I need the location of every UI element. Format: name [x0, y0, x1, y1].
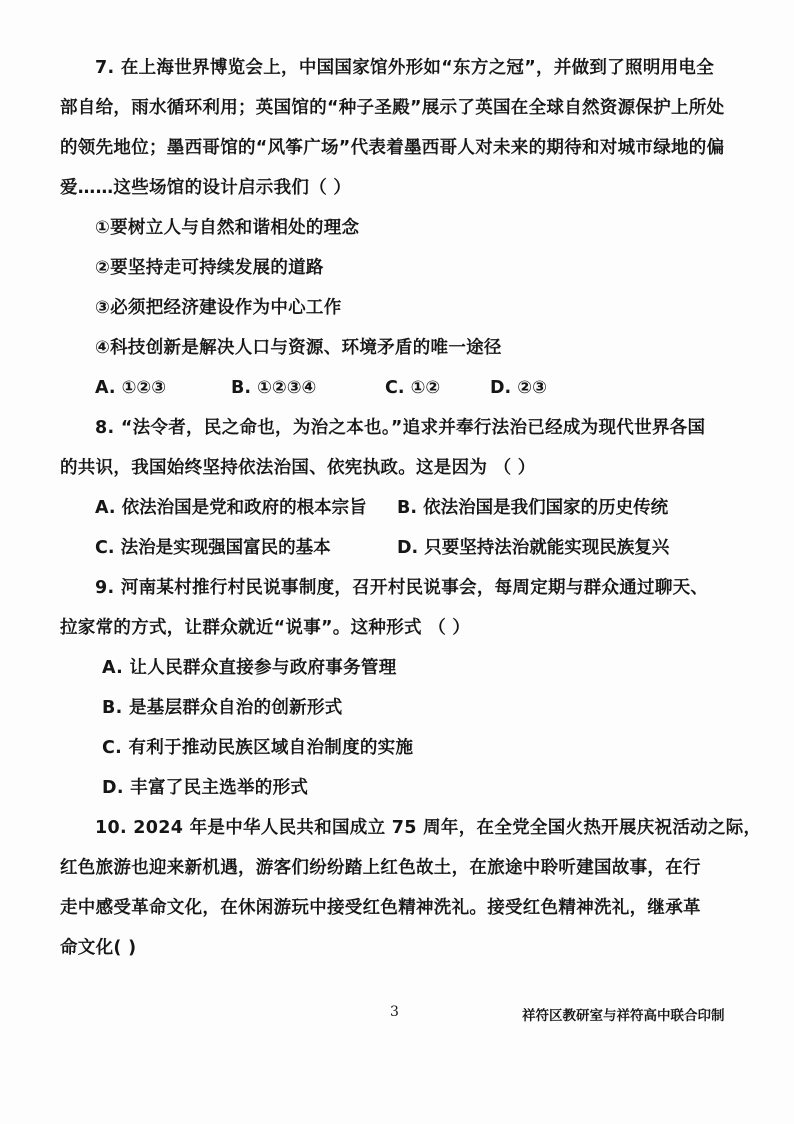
q9-option-b: B. 是基层群众自治的创新形式	[102, 698, 343, 718]
q8-option-b: B. 依法治国是我们国家的历史传统	[397, 498, 669, 518]
q8-stem-line-2: 的共识，我国始终坚持依法治国、依宪执政。这是因为 （ ）	[60, 458, 536, 478]
q8-option-d: D. 只要坚持法治就能实现民族复兴	[397, 538, 670, 558]
q9-option-c: C. 有利于推动民族区域自治制度的实施	[102, 738, 414, 758]
q9-stem-line-1: 9. 河南某村推行村民说事制度，召开村民说事会，每周定期与群众通过聊天、	[95, 578, 709, 598]
q7-option-d: D. ②③	[490, 378, 547, 398]
q7-statement-3: ③必须把经济建设作为中心工作	[95, 298, 342, 318]
q7-option-a: A. ①②③	[95, 378, 167, 398]
q10-stem-line-1: 10. 2024 年是中华人民共和国成立 75 周年，在全党全国火热开展庆祝活动之际，	[95, 818, 762, 838]
q7-stem-line-1: 7. 在上海世界博览会上，中国国家馆外形如“东方之冠”，并做到了照明用电全	[95, 58, 715, 78]
page-number: 3	[390, 1004, 399, 1020]
q7-statement-1: ①要树立人与自然和谐相处的理念	[95, 218, 360, 238]
q7-stem-line-4: 爱……这些场馆的设计启示我们（ ）	[60, 178, 352, 198]
print-credit: 祥符区教研室与祥符高中联合印制	[522, 1008, 725, 1024]
q8-option-c: C. 法治是实现强国富民的基本	[95, 538, 331, 558]
q10-stem-line-2: 红色旅游也迎来新机遇，游客们纷纷踏上红色故土，在旅途中聆听建国故事，在行	[60, 858, 701, 878]
q7-option-c: C. ①②	[385, 378, 441, 398]
q10-stem-line-3: 走中感受革命文化，在休闲游玩中接受红色精神洗礼。接受红色精神洗礼，继承革	[60, 898, 701, 918]
q9-stem-line-2: 拉家常的方式，让群众就近“说事”。这种形式 （ ）	[60, 618, 471, 638]
q8-option-a: A. 依法治国是党和政府的根本宗旨	[95, 498, 367, 518]
q7-statement-2: ②要坚持走可持续发展的道路	[95, 258, 324, 278]
q9-option-a: A. 让人民群众直接参与政府事务管理	[102, 658, 397, 678]
q7-option-b: B. ①②③④	[231, 378, 317, 398]
q7-stem-line-3: 的领先地位；墨西哥馆的“风筝广场”代表着墨西哥人对未来的期待和对城市绿地的偏	[60, 138, 725, 158]
q10-stem-line-4: 命文化( )	[60, 938, 137, 958]
q9-option-d: D. 丰富了民主选举的形式	[102, 778, 309, 798]
q8-stem-line-1: 8. “法令者，民之命也，为治之本也。”追求并奉行法治已经成为现代世界各国	[95, 418, 706, 438]
q7-stem-line-2: 部自给，雨水循环利用；英国馆的“种子圣殿”展示了英国在全球自然资源保护上所处	[60, 98, 725, 118]
q7-statement-4: ④科技创新是解决人口与资源、环境矛盾的唯一途径	[95, 338, 502, 358]
